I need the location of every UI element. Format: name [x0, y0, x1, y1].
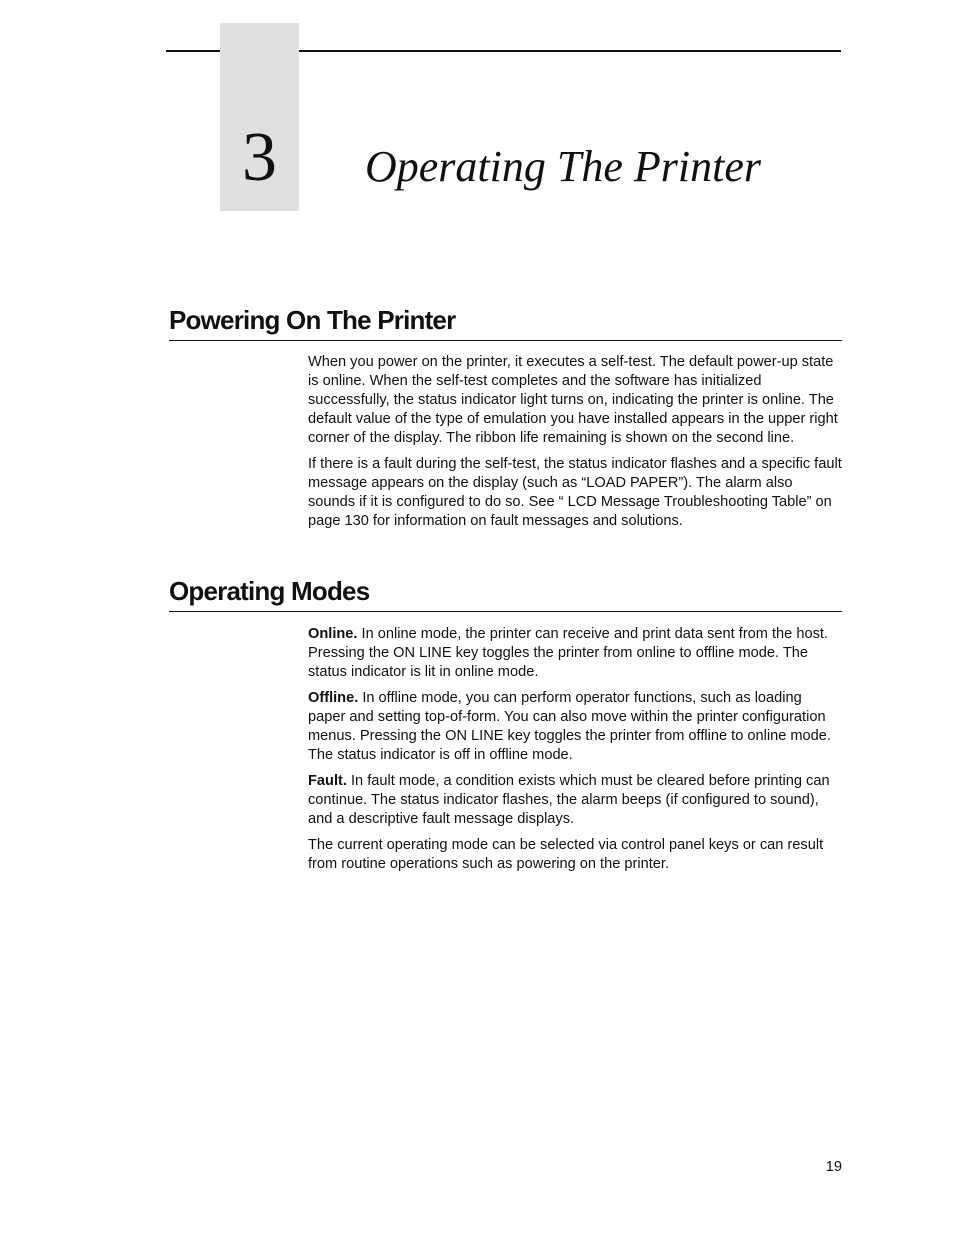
paragraph-text: In fault mode, a condition exists which must be cleared before printing can continue. The status indicator flashes, the alarm beeps (if configured to sound), and a descriptive fault message displays. [308, 773, 830, 827]
paragraph [308, 455, 842, 531]
section-heading-powering-on: Powering On The Printer [169, 304, 842, 341]
page-number: 19 [825, 1159, 842, 1175]
paragraph [308, 353, 842, 448]
paragraph-fault [308, 772, 842, 829]
paragraph-text: In offline mode, you can perform operator functions, such as loading paper and setting top-of-form. You can also move within the printer configuration menus. Pressing the ON LINE key toggles the printer from offline to online mode. The status indicator is off in offline mode. [308, 690, 831, 763]
paragraph-lead: Online. [308, 626, 358, 642]
paragraph-text: In online mode, the printer can receive and print data sent from the host. Pressing the ON LINE key toggles the printer from online to offline mode. The status indicator is lit in online mode. [308, 626, 828, 680]
paragraph-lead: Fault. [308, 773, 347, 789]
section-body-operating-modes [308, 625, 842, 881]
chapter-number: 3 [242, 119, 277, 196]
paragraph [308, 836, 842, 874]
paragraph-lead: Offline. [308, 690, 359, 706]
paragraph-text: If there is a fault during the self-test, the status indicator flashes and a specific fault message appears on the display (such as “LOAD PAPER”). The alarm also sounds if it is configured to do so. See “ LCD Message Troubleshooting Table” on page 130 for information on fault messages and solutions. [308, 456, 842, 529]
paragraph-text: When you power on the printer, it executes a self-test. The default power-up state is online. When the self-test completes and the software has initialized successfully, the status indicator light turns on, indicating the printer is online. The default value of the type of emulation you have installed appears in the upper right corner of the display. The ribbon life remaining is shown on the second line. [308, 354, 838, 446]
section-heading-operating-modes: Operating Modes [169, 575, 842, 612]
section-body-powering-on [308, 353, 842, 538]
paragraph-text: The current operating mode can be selected via control panel keys or can result from routine operations such as powering on the printer. [308, 837, 824, 872]
paragraph-offline [308, 689, 842, 765]
paragraph-online [308, 625, 842, 682]
chapter-title: Operating The Printer [365, 142, 761, 191]
